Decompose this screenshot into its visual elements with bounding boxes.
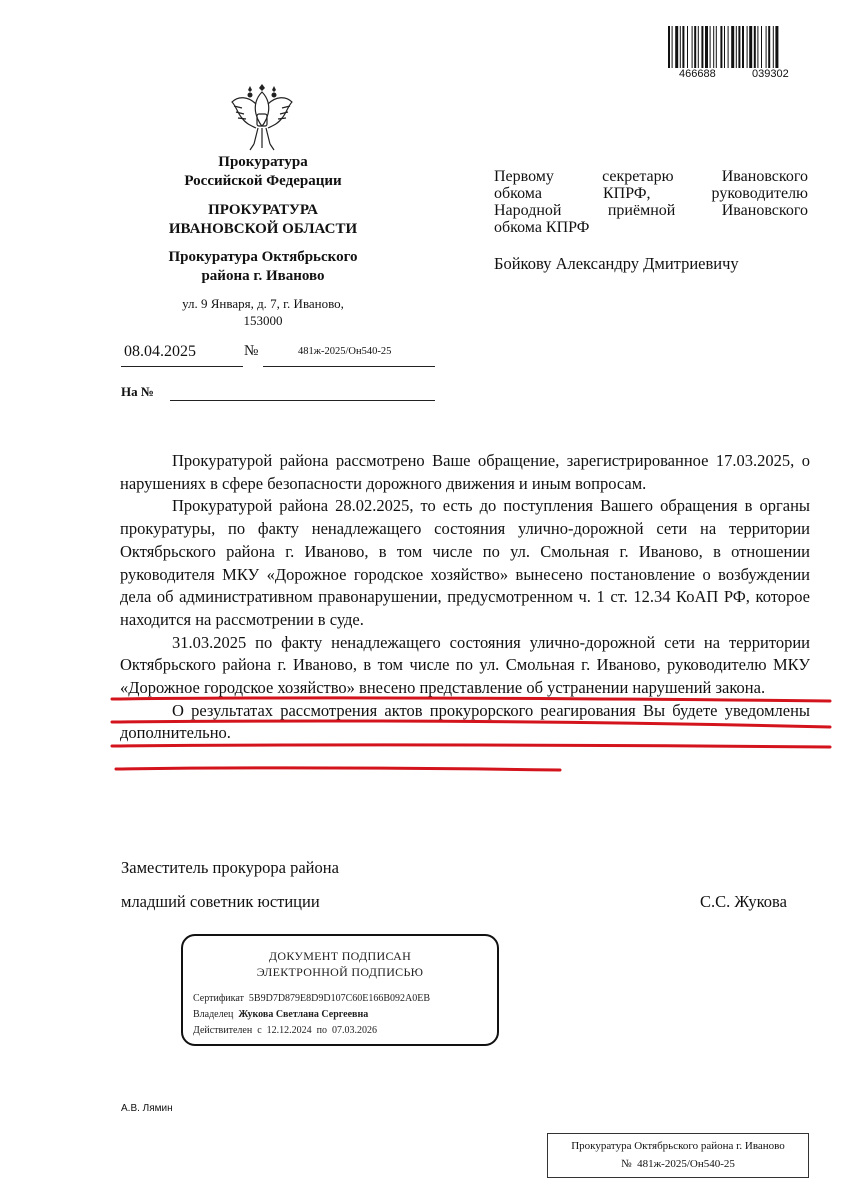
footer-number-label: № xyxy=(621,1158,632,1170)
stamp-owner xyxy=(193,1009,368,1020)
stamp-valid-to: 07.03.2026 xyxy=(332,1025,378,1036)
body-paragraph-4: О результатах рассмотрения актов прокурорского реагирования Вы будете уведомлены дополнительно. xyxy=(120,700,810,743)
sender-org-line6: района г. Иваново xyxy=(201,268,325,284)
recipient-name: Бойкову Александру Дмитриевичу xyxy=(494,254,739,273)
barcode-number-left: 466688 xyxy=(679,68,716,80)
barcode-number-right: 039302 xyxy=(752,68,789,80)
sender-org-line1: Прокуратура xyxy=(218,154,308,170)
body-paragraph-2: Прокуратурой района 28.02.2025, то есть до поступления Вашего обращения в органы прокуратуры, по факту ненадлежащего состояния улично-дорожной сети на территории Октябрьского района г. Иваново, в том числе по ул. Смольная г. Иваново, в отношении руководителя МКУ «Дорожное городское хозяйство» вынесено постановление о возбуждении дела об административном правонарушении, предусмотренном ч. 1 ст. 12.34 КоАП РФ, которое находится на рассмотрении в суде. xyxy=(120,496,810,629)
recipient-line4: обкома КПРФ xyxy=(494,219,590,236)
stamp-valid-from-label: с xyxy=(257,1025,262,1036)
stamp-owner-label: Владелец xyxy=(193,1009,234,1020)
reference-label: На № xyxy=(121,384,154,399)
stamp-certificate xyxy=(193,993,430,1004)
recipient-line2: обкома КПРФ, руководителю xyxy=(494,185,808,202)
footer-number: 481ж-2025/Он540-25 xyxy=(637,1158,735,1170)
footer-org: Прокуратура Октябрьского района г. Иваново xyxy=(571,1140,785,1152)
body-paragraph-3: 31.03.2025 по факту ненадлежащего состояния улично-дорожной сети на территории Октябрьского района г. Иваново, в том числе по ул. Смольная г. Иваново, руководителю МКУ «Дорожное городское хозяйство» внесено представление об устранении нарушений закона. xyxy=(120,632,810,698)
red-underline-1 xyxy=(112,698,830,701)
signer-position: Заместитель прокурора района xyxy=(121,858,339,877)
registration-date: 08.04.2025 xyxy=(124,343,196,360)
number-label: № xyxy=(244,343,259,359)
signer-name: С.С. Жукова xyxy=(700,892,787,911)
stamp-validity xyxy=(193,1025,377,1036)
executor-name: А.В. Лямин xyxy=(121,1103,173,1114)
sender-org-line4: ИВАНОВСКОЙ ОБЛАСТИ xyxy=(168,221,358,237)
red-underline-3 xyxy=(112,745,830,747)
red-underline-4 xyxy=(116,768,560,770)
stamp-title-line2: ЭЛЕКТРОННОЙ ПОДПИСЬЮ xyxy=(256,965,424,979)
stamp-title-line1: ДОКУМЕНТ ПОДПИСАН xyxy=(268,949,412,963)
body-paragraph-1: Прокуратурой района рассмотрено Ваше обращение, зарегистрированное 17.03.2025, о нарушениях в сфере безопасности дорожного движения и иным вопросам. xyxy=(120,451,810,493)
sender-org-line3: ПРОКУРАТУРА xyxy=(208,202,318,218)
stamp-cert-value: 5B9D7D879E8D9D107C60E166B092A0EB xyxy=(248,993,431,1004)
stamp-owner-value: Жукова Светлана Сергеевна xyxy=(238,1009,369,1020)
sender-address-line2: 153000 xyxy=(243,313,283,328)
sender-org-line2: Российской Федерации xyxy=(184,173,342,189)
stamp-valid-from: 12.12.2024 xyxy=(266,1025,312,1036)
signer-rank: младший советник юстиции xyxy=(121,892,320,911)
stamp-valid-to-label: по xyxy=(316,1025,328,1036)
registration-number: 481ж-2025/Он540-25 xyxy=(298,346,392,357)
footer-registration-box xyxy=(547,1133,809,1178)
recipient-line3: Народной приёмной Ивановского xyxy=(494,202,808,219)
red-underline-2 xyxy=(112,721,830,727)
recipient-line1: Первому секретарю Ивановского xyxy=(494,168,808,185)
stamp-valid-label: Действителен xyxy=(193,1025,253,1036)
sender-org-line5: Прокуратура Октябрьского xyxy=(168,249,358,265)
footer-number-row xyxy=(548,1158,808,1170)
electronic-signature-stamp xyxy=(181,934,499,1046)
stamp-cert-label: Сертификат xyxy=(193,993,244,1004)
sender-address-line1: ул. 9 Января, д. 7, г. Иваново, xyxy=(182,296,344,311)
